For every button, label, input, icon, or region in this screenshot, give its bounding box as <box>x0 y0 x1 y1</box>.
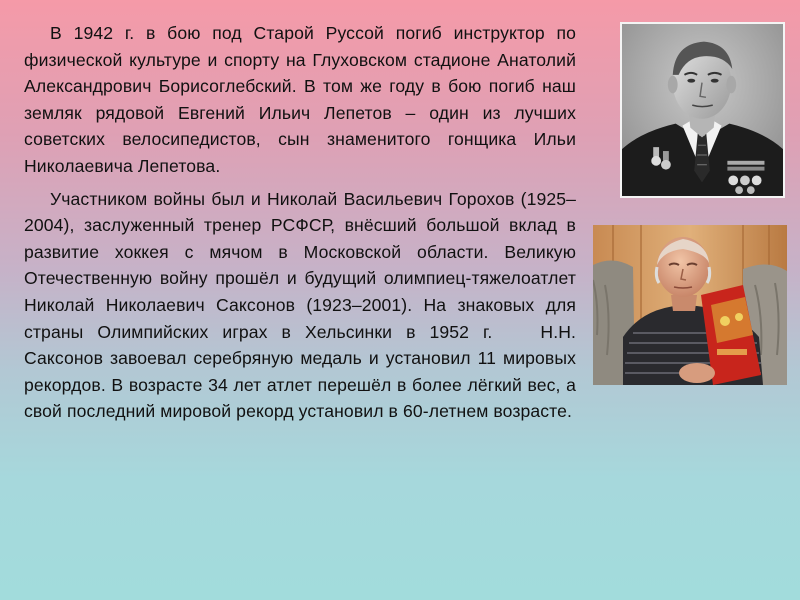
portrait-color-elderly-man-armchair-photo <box>593 225 787 385</box>
main-text <box>24 20 576 425</box>
paragraph-1 <box>24 20 576 180</box>
paragraph-2-text-start: Участником войны был и Николай Васильевич Горохов (1925–2004), заслуженный тренер РСФСР, внёсший большой вклад в развитие хоккея с мячом в Московской области. Великую Отечественную войну прошёл и будущий олимпиец-тяжелоатлет Николай Николаевич Саксонов (1923–2001). На знаковых для страны Олимпийских играх в Хельсинки в 1952 г. <box>24 188 576 342</box>
paragraph-2-text-end: Н.Н. Саксонов завоевал серебряную медаль и установил 11 мировых рекордов. В возрасте 34 лет атлет перешёл в более лёгкий вес, а свой последний мировой рекорд установил в 60-летнем возрасте. <box>24 321 576 422</box>
paragraph-2 <box>24 186 576 425</box>
portrait-bw-man-suit-medals-photo <box>620 22 785 198</box>
paragraph-1-text: В 1942 г. в бою под Старой Руссой погиб инструктор по физической культуре и спорту на Глуховском стадионе Анатолий Александрович Борисоглебский. В том же году в бою погиб наш земляк рядовой Евгений Ильич Лепетов – один из лучших советских велосипедистов, сын знаменитого гонщика Ильи Николаевича Лепетова. <box>24 23 576 176</box>
